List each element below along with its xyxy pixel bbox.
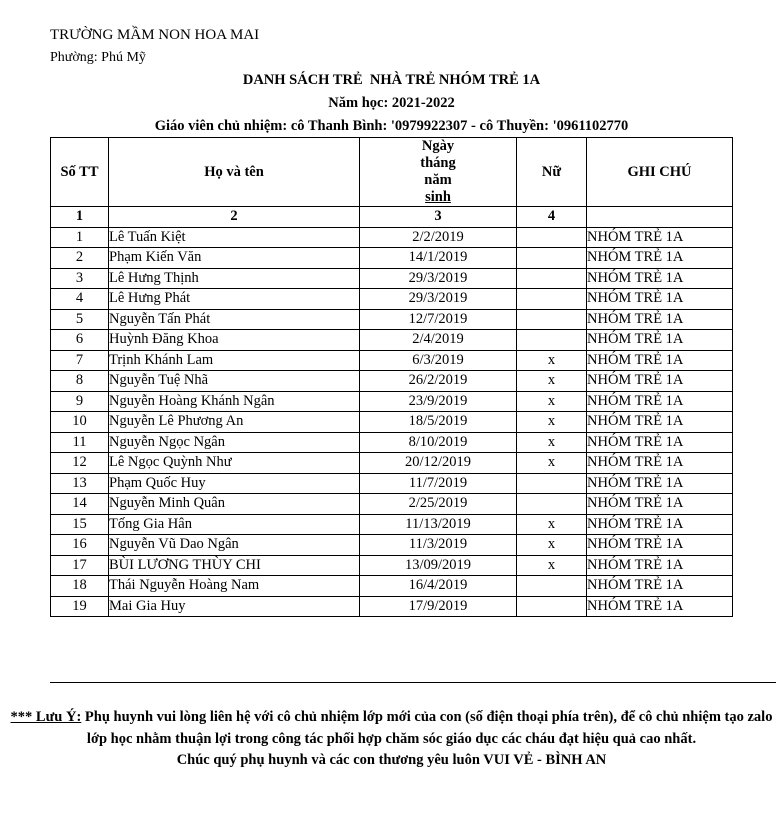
cell-stt: 13 bbox=[51, 473, 109, 494]
cell-name: Phạm Kiến Văn bbox=[109, 248, 360, 269]
cell-stt: 8 bbox=[51, 371, 109, 392]
cell-stt: 3 bbox=[51, 268, 109, 289]
cell-dob: 20/12/2019 bbox=[360, 453, 517, 474]
cell-female bbox=[517, 330, 587, 351]
closing-message: Chúc quý phụ huynh và các con thương yêu luôn VUI VẺ - BÌNH AN bbox=[176, 752, 607, 768]
cell-note: NHÓM TRẺ 1A bbox=[587, 309, 733, 330]
cell-female: x bbox=[517, 412, 587, 433]
table-row bbox=[51, 227, 733, 248]
column-number: 4 bbox=[517, 207, 587, 228]
cell-female: x bbox=[517, 555, 587, 576]
table-row bbox=[51, 391, 733, 412]
cell-dob: 2/4/2019 bbox=[360, 330, 517, 351]
column-header-stt: Số TT bbox=[51, 138, 109, 207]
cell-female bbox=[517, 289, 587, 310]
column-header-note: GHI CHÚ bbox=[587, 138, 733, 207]
cell-name: Phạm Quốc Huy bbox=[109, 473, 360, 494]
cell-female: x bbox=[517, 514, 587, 535]
cell-dob: 11/7/2019 bbox=[360, 473, 517, 494]
cell-note: NHÓM TRẺ 1A bbox=[587, 227, 733, 248]
cell-dob: 18/5/2019 bbox=[360, 412, 517, 433]
cell-female bbox=[517, 494, 587, 515]
cell-note: NHÓM TRẺ 1A bbox=[587, 371, 733, 392]
cell-dob: 12/7/2019 bbox=[360, 309, 517, 330]
document-title: DANH SÁCH TRẺ NHÀ TRẺ NHÓM TRẺ 1A bbox=[242, 72, 541, 88]
cell-female bbox=[517, 248, 587, 269]
column-header-dob-line3: năm bbox=[424, 172, 452, 188]
homeroom-teachers: Giáo viên chủ nhiệm: cô Thanh Bình: '0979922307 - cô Thuyền: '0961102770 bbox=[154, 118, 629, 134]
cell-stt: 6 bbox=[51, 330, 109, 351]
cell-female bbox=[517, 309, 587, 330]
school-year: Năm học: 2021-2022 bbox=[328, 95, 455, 111]
cell-dob: 26/2/2019 bbox=[360, 371, 517, 392]
cell-name: BÙI LƯƠNG THÙY CHI bbox=[109, 555, 360, 576]
cell-stt: 15 bbox=[51, 514, 109, 535]
cell-name: Nguyễn Tấn Phát bbox=[109, 309, 360, 330]
column-header-dob bbox=[360, 138, 517, 207]
cell-dob: 16/4/2019 bbox=[360, 576, 517, 597]
cell-note: NHÓM TRẺ 1A bbox=[587, 453, 733, 474]
roster-body bbox=[51, 227, 733, 617]
cell-name: Mai Gia Huy bbox=[109, 596, 360, 617]
cell-stt: 12 bbox=[51, 453, 109, 474]
ward-name: Phường: Phú Mỹ bbox=[50, 50, 146, 65]
cell-dob: 2/2/2019 bbox=[360, 227, 517, 248]
column-header-female: Nữ bbox=[517, 138, 587, 207]
table-row bbox=[51, 535, 733, 556]
cell-dob: 29/3/2019 bbox=[360, 289, 517, 310]
cell-note: NHÓM TRẺ 1A bbox=[587, 473, 733, 494]
cell-name: Huỳnh Đăng Khoa bbox=[109, 330, 360, 351]
cell-note: NHÓM TRẺ 1A bbox=[587, 555, 733, 576]
cell-note: NHÓM TRẺ 1A bbox=[587, 514, 733, 535]
cell-stt: 9 bbox=[51, 391, 109, 412]
cell-dob: 13/09/2019 bbox=[360, 555, 517, 576]
cell-name: Tống Gia Hân bbox=[109, 514, 360, 535]
column-header-name: Họ và tên bbox=[109, 138, 360, 207]
cell-stt: 19 bbox=[51, 596, 109, 617]
cell-name: Lê Hưng Phát bbox=[109, 289, 360, 310]
cell-note: NHÓM TRẺ 1A bbox=[587, 391, 733, 412]
cell-name: Nguyễn Minh Quân bbox=[109, 494, 360, 515]
table-row bbox=[51, 289, 733, 310]
table-row bbox=[51, 576, 733, 597]
table-row bbox=[51, 330, 733, 351]
cell-stt: 14 bbox=[51, 494, 109, 515]
cell-female: x bbox=[517, 371, 587, 392]
cell-stt: 1 bbox=[51, 227, 109, 248]
table-row bbox=[51, 596, 733, 617]
table-row bbox=[51, 555, 733, 576]
cell-name: Lê Tuấn Kiệt bbox=[109, 227, 360, 248]
cell-name: Thái Nguyễn Hoàng Nam bbox=[109, 576, 360, 597]
cell-dob: 11/13/2019 bbox=[360, 514, 517, 535]
table-row bbox=[51, 350, 733, 371]
cell-dob: 11/3/2019 bbox=[360, 535, 517, 556]
table-row bbox=[51, 432, 733, 453]
cell-note: NHÓM TRẺ 1A bbox=[587, 412, 733, 433]
cell-note: NHÓM TRẺ 1A bbox=[587, 535, 733, 556]
note-text: Phụ huynh vui lòng liên hệ với cô chủ nhiệm lớp mới của con (số điện thoại phía trên), để cô chủ nhiệm tạo zalo lớp học nhằm thuận lợi trong công tác phối hợp chăm sóc giáo dục các cháu đạt hiệu quả cao nhất. bbox=[81, 709, 773, 747]
footer-notice bbox=[0, 707, 783, 772]
cell-female: x bbox=[517, 391, 587, 412]
cell-note: NHÓM TRẺ 1A bbox=[587, 289, 733, 310]
column-number: 1 bbox=[51, 207, 109, 228]
column-number bbox=[587, 207, 733, 228]
student-roster-table bbox=[50, 137, 733, 617]
cell-dob: 6/3/2019 bbox=[360, 350, 517, 371]
cell-female bbox=[517, 576, 587, 597]
table-row bbox=[51, 453, 733, 474]
table-header-row bbox=[51, 138, 733, 207]
cell-name: Trịnh Khánh Lam bbox=[109, 350, 360, 371]
cell-note: NHÓM TRẺ 1A bbox=[587, 432, 733, 453]
cell-name: Nguyễn Lê Phương An bbox=[109, 412, 360, 433]
cell-note: NHÓM TRẺ 1A bbox=[587, 350, 733, 371]
cell-name: Nguyễn Tuệ Nhã bbox=[109, 371, 360, 392]
cell-note: NHÓM TRẺ 1A bbox=[587, 494, 733, 515]
cell-name: Nguyễn Ngọc Ngân bbox=[109, 432, 360, 453]
column-number: 2 bbox=[109, 207, 360, 228]
cell-note: NHÓM TRẺ 1A bbox=[587, 576, 733, 597]
cell-stt: 18 bbox=[51, 576, 109, 597]
table-row bbox=[51, 248, 733, 269]
cell-female: x bbox=[517, 350, 587, 371]
table-row bbox=[51, 371, 733, 392]
cell-stt: 7 bbox=[51, 350, 109, 371]
cell-stt: 11 bbox=[51, 432, 109, 453]
cell-stt: 10 bbox=[51, 412, 109, 433]
column-header-dob-line2: tháng bbox=[420, 155, 456, 171]
cell-stt: 16 bbox=[51, 535, 109, 556]
cell-female: x bbox=[517, 432, 587, 453]
cell-dob: 8/10/2019 bbox=[360, 432, 517, 453]
table-row bbox=[51, 268, 733, 289]
cell-name: Lê Ngọc Quỳnh Như bbox=[109, 453, 360, 474]
cell-stt: 4 bbox=[51, 289, 109, 310]
table-row bbox=[51, 309, 733, 330]
cell-dob: 23/9/2019 bbox=[360, 391, 517, 412]
bottom-rule bbox=[50, 682, 776, 683]
table-row bbox=[51, 473, 733, 494]
cell-dob: 29/3/2019 bbox=[360, 268, 517, 289]
cell-dob: 2/25/2019 bbox=[360, 494, 517, 515]
cell-female: x bbox=[517, 453, 587, 474]
cell-female bbox=[517, 596, 587, 617]
cell-female bbox=[517, 268, 587, 289]
column-header-dob-line1: Ngày bbox=[421, 138, 455, 154]
table-row bbox=[51, 494, 733, 515]
column-number: 3 bbox=[360, 207, 517, 228]
cell-dob: 14/1/2019 bbox=[360, 248, 517, 269]
cell-stt: 17 bbox=[51, 555, 109, 576]
cell-name: Nguyễn Hoàng Khánh Ngân bbox=[109, 391, 360, 412]
cell-stt: 2 bbox=[51, 248, 109, 269]
column-header-dob-line4: sinh bbox=[425, 189, 451, 205]
cell-stt: 5 bbox=[51, 309, 109, 330]
cell-name: Nguyễn Vũ Dao Ngân bbox=[109, 535, 360, 556]
cell-note: NHÓM TRẺ 1A bbox=[587, 596, 733, 617]
cell-dob: 17/9/2019 bbox=[360, 596, 517, 617]
cell-name: Lê Hưng Thịnh bbox=[109, 268, 360, 289]
note-label: *** Lưu Ý: bbox=[10, 709, 82, 725]
cell-note: NHÓM TRẺ 1A bbox=[587, 330, 733, 351]
cell-female bbox=[517, 227, 587, 248]
cell-note: NHÓM TRẺ 1A bbox=[587, 268, 733, 289]
cell-note: NHÓM TRẺ 1A bbox=[587, 248, 733, 269]
column-number-row bbox=[51, 207, 733, 228]
cell-female bbox=[517, 473, 587, 494]
table-row bbox=[51, 514, 733, 535]
school-name: TRƯỜNG MẦM NON HOA MAI bbox=[50, 27, 260, 43]
cell-female: x bbox=[517, 535, 587, 556]
table-row bbox=[51, 412, 733, 433]
